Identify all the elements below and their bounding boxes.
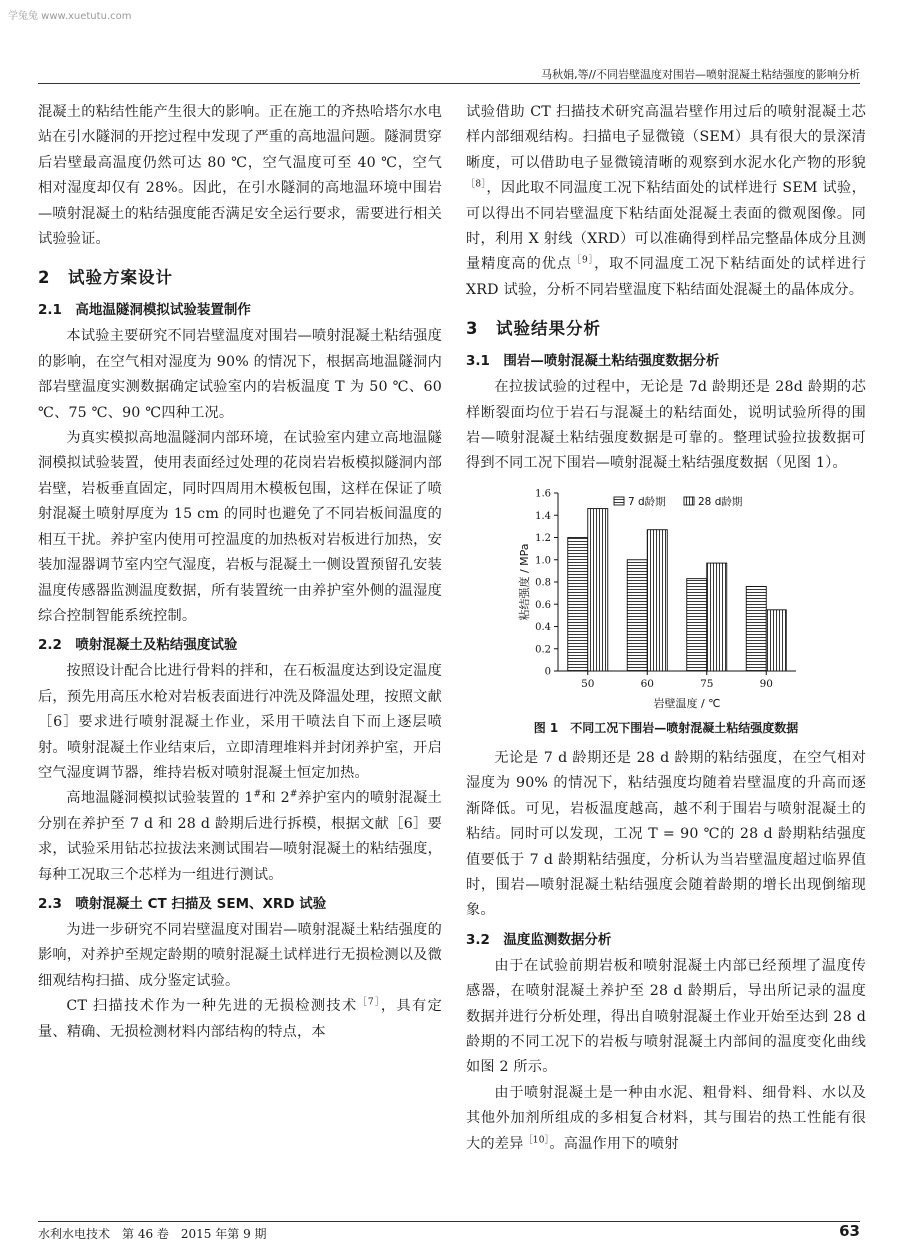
- subsection-heading-2-1: 2.1 高地温隧洞模拟试验装置制作: [38, 302, 251, 319]
- legend-swatch-7d: [614, 497, 624, 505]
- page-number: 63: [839, 1222, 860, 1240]
- text-run: 试验借助 CT 扫描技术研究高温岩壁作用过后的喷射混凝土芯样内部细观结构。扫描电子显微镜（SEM）具有很大的景深清晰度，可以借助电子显微镜清晰的观察到水泥水化产物的形貌: [466, 104, 866, 171]
- legend-swatch-28d: [684, 497, 694, 505]
- running-head: 马秋娟,等//不同岩壁温度对围岩—喷射混凝土粘结强度的影响分析: [541, 68, 860, 81]
- text-run: 高地温隧洞模拟试验装置的 1: [66, 790, 254, 807]
- superscript: #: [253, 789, 262, 800]
- bar-28d-50: [588, 508, 608, 670]
- legend-label: 28 d龄期: [698, 495, 743, 508]
- subsection-heading-2-3: 2.3 喷射混凝土 CT 扫描及 SEM、XRD 试验: [38, 895, 327, 912]
- paragraph: [38, 786, 442, 888]
- x-axis-label: 岩壁温度 / ℃: [653, 696, 721, 710]
- bar-chart-svg: [466, 483, 866, 715]
- section-heading-3: 3 试验结果分析: [466, 319, 601, 339]
- x-tick-label: 50: [581, 677, 595, 690]
- y-tick-label: 1.6: [535, 488, 551, 500]
- text-run: ，具有定量、精确、无损检测材料内部结构的特点，本: [38, 998, 442, 1040]
- subsection-heading-3-1: 3.1 围岩—喷射混凝土粘结强度数据分析: [466, 353, 720, 370]
- site-watermark: 学兔兔 www.xuetutu.com: [8, 11, 132, 22]
- bar-7d-90: [746, 586, 766, 671]
- legend-label: 7 d龄期: [628, 495, 666, 508]
- text-run: 。高温作用下的喷射: [549, 1135, 679, 1152]
- citation: ［7］: [357, 997, 381, 1008]
- bar-7d-75: [687, 579, 707, 671]
- paragraph: 无论是 7 d 龄期还是 28 d 龄期的粘结强度，在空气相对湿度为 90% 的情况下，粘结强度均随着岩壁温度的升高而逐渐降低。可见，岩板温度越高，越不利于围岩与喷射混凝土的粘结。同时可以发现，工况 T = 90 ℃的 28 d 龄期粘结强度值要低于 7 d 龄期粘结强度，分析认为当岩壁温度超过临界值时，围岩—喷射混凝土粘结强度会随着龄期的增长出现倒缩现象。: [466, 749, 866, 919]
- right-column: [466, 100, 866, 1157]
- y-tick-label: 1.2: [535, 532, 551, 544]
- x-tick-label: 90: [759, 677, 773, 690]
- bar-28d-75: [707, 563, 727, 671]
- y-axis-label: 粘结强度 / MPa: [518, 543, 531, 621]
- subsection-heading-3-2: 3.2 温度监测数据分析: [466, 931, 612, 948]
- left-column: [38, 100, 442, 1045]
- bar-7d-60: [627, 560, 647, 671]
- section-heading-2: 2 试验方案设计: [38, 268, 173, 288]
- paragraph: [466, 100, 866, 303]
- y-tick-label: 0.8: [535, 577, 551, 589]
- citation: ［9］: [572, 255, 595, 266]
- paragraph: 混凝土的粘结性能产生很大的影响。正在施工的齐热哈塔尔水电站在引水隧洞的开挖过程中发现了严重的高地温问题。隧洞贯穿后岩壁最高温度仍然可达 80 ℃，空气温度可至 40 ℃，空气相对湿度却仅有 28%。因此，在引水隧洞的高地温环境中围岩—喷射混凝土的粘结强度能否满足安全运行要求，需要进行相关试验验证。: [38, 104, 442, 248]
- y-tick-label: 0.4: [535, 621, 551, 633]
- text-run: CT 扫描技术作为一种先进的无损检测技术: [66, 998, 358, 1015]
- y-tick-label: 0.2: [535, 644, 551, 656]
- y-tick-label: 1.0: [535, 555, 551, 567]
- x-tick-label: 60: [640, 677, 654, 690]
- paragraph: 为真实模拟高地温隧洞内部环境，在试验室内建立高地温隧洞模拟试验装置，使用表面经过处理的花岗岩岩板模拟隧洞内部岩壁，岩板垂直固定，同时四周用木模板包围，这样在保证了喷射混凝土喷射厚度为 15 cm 的同时也避免了不同岩板间温度的相互干扰。养护室内使用可控温度的加热板对岩板进行加热，安装加湿器调节室内空气湿度，岩板与混凝土一侧设置预留孔安装温度传感器监测温度数据，所有装置统一由养护室外侧的温湿度综合控制智能系统控制。: [38, 430, 442, 624]
- y-tick-label: 0: [544, 666, 551, 678]
- journal-footer: 水利水电技术 第 46 卷 2015 年第 9 期: [38, 1227, 267, 1241]
- text-run: 养护室内的喷射混凝土分别在养护至 7 d 和 28 d 龄期后进行拆模，根据文献［6］要求，试验采用钻芯拉拔法来测试围岩—喷射混凝土的粘结强度，每种工况取三个芯样为一组进行测试。: [38, 790, 442, 883]
- paragraph: 在拉拔试验的过程中，无论是 7d 龄期还是 28d 龄期的芯样断裂面均位于岩石与混凝土的粘结面处，说明试验所得的围岩—喷射混凝土粘结强度数据是可靠的。整理试验拉拔数据可得到不同工况下围岩—喷射混凝土粘结强度数据（见图 1）。: [466, 379, 866, 472]
- y-tick-label: 1.4: [535, 510, 551, 522]
- paragraph: 由于在试验前期岩板和喷射混凝土内部已经预埋了温度传感器，在喷射混凝土养护至 28 d 龄期后，导出所记录的温度数据并进行分析处理，得出自喷射混凝土作业开始至达到 28 d 龄期的不同工况下的岩板与喷射混凝土内部间的温度变化曲线如图 2 所示。: [466, 957, 866, 1076]
- citation: ［10］: [523, 1134, 550, 1145]
- text-run: 和 2: [261, 790, 290, 807]
- paragraph: 本试验主要研究不同岩壁温度对围岩—喷射混凝土粘结强度的影响，在空气相对湿度为 90% 的情况下，根据高地温隧洞内部岩壁温度实测数据确定试验室内的岩板温度 T 为 50 ℃、60 ℃、75 ℃、90 ℃四种工况。: [38, 328, 442, 421]
- subsection-heading-2-2: 2.2 喷射混凝土及粘结强度试验: [38, 637, 238, 654]
- x-tick-label: 75: [700, 677, 714, 690]
- paragraph: 按照设计配合比进行骨料的拌和，在石板温度达到设定温度后，预先用高压水枪对岩板表面进行冲洗及降温处理，按照文献［6］要求进行喷射混凝土作业，采用干喷法自下而上逐层喷射。喷射混凝土作业结束后，立即清理堆料并封闭养护室，开启空气湿度调节器，维持岩板对喷射混凝土恒定加热。: [38, 663, 442, 781]
- footer-rule: [38, 1221, 860, 1222]
- y-tick-label: 0.6: [535, 599, 551, 611]
- figure-caption: 图 1 不同工况下围岩—喷射混凝土粘结强度数据: [533, 720, 799, 735]
- superscript: #: [289, 789, 298, 800]
- paragraph: 为进一步研究不同岩壁温度对围岩—喷射混凝土粘结强度的影响，对养护至规定龄期的喷射混凝土试样进行无损检测以及微细观结构扫描、成分鉴定试验。: [38, 921, 442, 989]
- bar-28d-60: [647, 530, 667, 671]
- citation: ［8］: [466, 179, 487, 190]
- header-rule: [38, 83, 860, 84]
- figure-1-chart: [466, 483, 866, 715]
- text-run: 由于喷射混凝土是一种由水泥、粗骨料、细骨料、水以及其他外加剂所组成的多相复合材料，其与围岩的热工性能有很大的差异: [466, 1084, 866, 1152]
- text-run: ，取不同温度工况下粘结面处的试样进行 XRD 试验，分析不同岩壁温度下粘结面处混凝土的晶体成分。: [466, 256, 867, 298]
- bar-28d-90: [766, 610, 786, 671]
- paragraph: [466, 1081, 866, 1157]
- bar-7d-50: [568, 537, 588, 671]
- paragraph: [38, 994, 442, 1045]
- text-run: ，因此取不同温度工况下粘结面处的试样进行 SEM 试验，可以得出不同岩壁温度下粘结面处混凝土表面的微观图像。同时，利用 X 射线（XRD）可以准确得到样品完整晶体成分且测量精度高的优点: [466, 180, 866, 273]
